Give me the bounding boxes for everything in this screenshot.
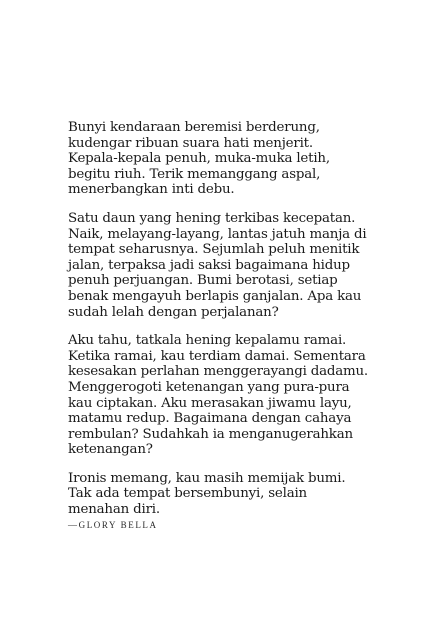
stanza-4: [68, 471, 408, 518]
poem-line: rembulan? Sudahkah ia menganugerahkan: [68, 426, 353, 442]
poem-line: tempat seharusnya. Sejumlah peluh menitik: [68, 242, 360, 258]
stanza-1: [68, 120, 408, 198]
poem-line: Satu daun yang hening terkibas kecepatan.: [68, 210, 356, 226]
poem-line: penuh perjuangan. Bumi berotasi, setiap: [68, 273, 338, 289]
poem-line: sudah lelah dengan perjalanan?: [68, 304, 279, 320]
poem-line: Bunyi kendaraan beremisi berderung,: [68, 120, 320, 135]
poem-line: Menggerogoti ketenangan yang pura-pura: [68, 379, 350, 395]
stanza-3: [68, 333, 408, 458]
poem-body: [68, 120, 408, 530]
author-signature: —GLORY BELLA: [68, 519, 158, 530]
poem-line: menahan diri.: [68, 502, 160, 518]
stanza-2: [68, 211, 408, 320]
poem-line: Aku tahu, tatkala hening kepalamu ramai.: [68, 333, 347, 349]
poem-line: Kepala-kepala penuh, muka-muka letih,: [68, 151, 330, 167]
poem-line: Tak ada tempat bersembunyi, selain: [68, 486, 307, 502]
poem-line: begitu riuh. Terik memanggang aspal,: [68, 166, 321, 182]
poem-line: menerbangkan inti debu.: [68, 182, 235, 198]
poem-line: Naik, melayang-layang, lantas jatuh manja di: [68, 226, 367, 242]
poem-line: benak mengayuh berlapis ganjalan. Apa kau: [68, 288, 362, 304]
poem-line: matamu redup. Bagaimana dengan cahaya: [68, 411, 352, 427]
poem-line: kudengar ribuan suara hati menjerit.: [68, 135, 313, 151]
poem-line: kesesakan perlahan menggerayangi dadamu.: [68, 364, 368, 380]
poem-line: ketenangan?: [68, 442, 153, 458]
poem-line: Ironis memang, kau masih memijak bumi.: [68, 470, 346, 486]
poem-line: Ketika ramai, kau terdiam damai. Sementara: [68, 348, 366, 364]
poem-line: jalan, terpaksa jadi saksi bagaimana hidup: [68, 257, 350, 273]
poem-line: kau ciptakan. Aku merasakan jiwamu layu,: [68, 395, 352, 411]
